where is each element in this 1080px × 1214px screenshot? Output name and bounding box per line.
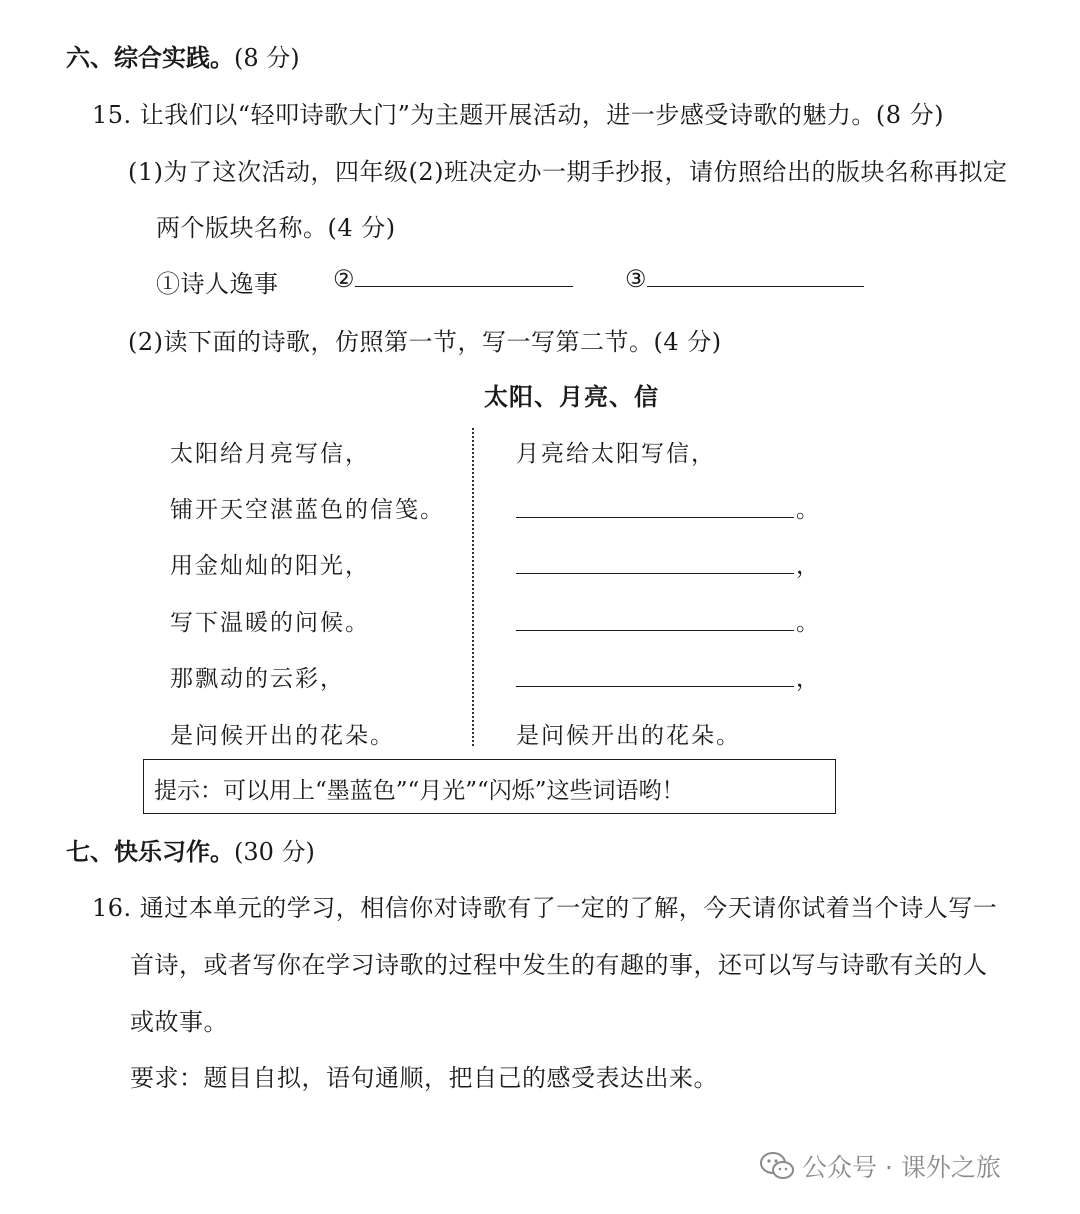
poem-answer-blank[interactable] bbox=[516, 628, 794, 631]
poem-left-line: 用金灿灿的阳光， bbox=[170, 553, 370, 579]
section-six-heading bbox=[66, 38, 300, 73]
section-seven-heading bbox=[66, 832, 315, 867]
poem-left-line: 写下温暖的问候。 bbox=[170, 610, 370, 636]
poem-answer-punct: 。 bbox=[796, 497, 821, 523]
watermark-text: 公众号 · 课外之旅 bbox=[802, 1153, 1001, 1182]
poem-left-line: 那飘动的云彩， bbox=[170, 666, 345, 692]
poem-left-line: 是问候开出的花朵。 bbox=[170, 723, 395, 749]
watermark bbox=[760, 1148, 1001, 1184]
option-2 bbox=[333, 264, 573, 293]
poem-right-last-line: 是问候开出的花朵。 bbox=[516, 723, 741, 749]
section-six-title: 六、综合实践。 bbox=[66, 44, 234, 72]
question-15-part1-line2: 两个版块名称。(4 分) bbox=[156, 214, 396, 242]
section-seven-score: (30 分) bbox=[234, 838, 315, 866]
poem-answer-blank[interactable] bbox=[516, 515, 794, 518]
poem-answer-punct: ， bbox=[796, 666, 821, 692]
poem-answer-blank[interactable] bbox=[516, 684, 794, 687]
poem-left-line: 太阳给月亮写信， bbox=[170, 441, 370, 467]
option-1: ①诗人逸事 bbox=[156, 270, 279, 298]
hint-box bbox=[143, 759, 836, 814]
poem-answer-blank[interactable] bbox=[516, 571, 794, 574]
question-15-part2: (2)读下面的诗歌，仿照第一节，写一写第二节。(4 分) bbox=[128, 328, 722, 356]
poem-title: 太阳、月亮、信 bbox=[484, 383, 659, 411]
option-3 bbox=[625, 264, 864, 293]
option-2-blank[interactable] bbox=[355, 264, 573, 287]
hint-text: 提示：可以用上“墨蓝色”“月光”“闪烁”这些词语哟！ bbox=[154, 778, 685, 804]
poem-answer-punct: ， bbox=[796, 553, 821, 579]
question-16-requirement: 要求：题目自拟，语句通顺，把自己的感受表达出来。 bbox=[130, 1064, 718, 1092]
option-3-label: ③ bbox=[625, 265, 648, 293]
section-seven-title: 七、快乐习作。 bbox=[66, 838, 234, 866]
poem-answer-punct: 。 bbox=[796, 610, 821, 636]
question-16-line1: 16. 通过本单元的学习，相信你对诗歌有了一定的了解，今天请你试着当个诗人写一 bbox=[92, 894, 998, 922]
poem-divider bbox=[472, 428, 474, 746]
question-16-line2: 首诗，或者写你在学习诗歌的过程中发生的有趣的事，还可以写与诗歌有关的人 bbox=[130, 951, 988, 979]
wechat-icon bbox=[760, 1151, 794, 1181]
question-15-part1-line1: (1)为了这次活动，四年级(2)班决定办一期手抄报，请仿照给出的版块名称再拟定 bbox=[128, 158, 1008, 186]
option-2-label: ② bbox=[333, 265, 356, 293]
option-3-blank[interactable] bbox=[647, 264, 864, 287]
section-six-score: (8 分) bbox=[234, 44, 300, 72]
question-16-line3: 或故事。 bbox=[130, 1008, 228, 1036]
question-15-stem: 15. 让我们以“轻叩诗歌大门”为主题开展活动，进一步感受诗歌的魅力。(8 分) bbox=[92, 101, 944, 129]
poem-left-line: 铺开天空湛蓝色的信笺。 bbox=[170, 497, 445, 523]
poem-right-first-line: 月亮给太阳写信， bbox=[516, 441, 716, 467]
